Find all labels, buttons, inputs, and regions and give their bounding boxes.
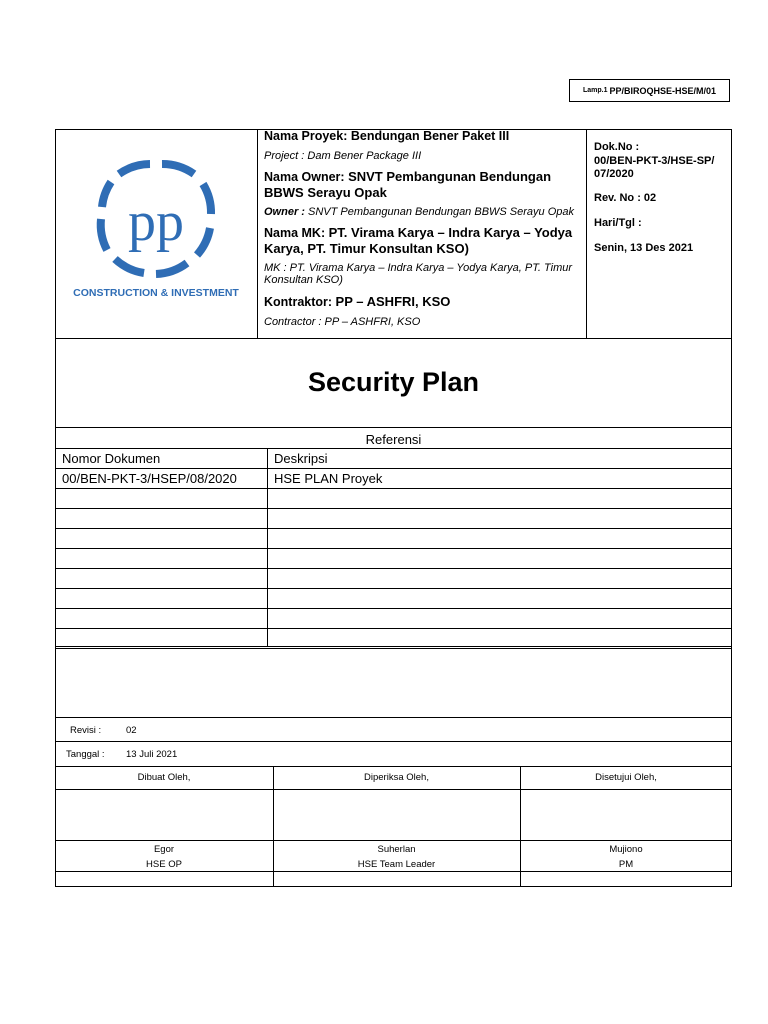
owner-en-value: SNVT Pembangunan Bendungan BBWS Serayu Opak: [308, 206, 575, 218]
rule: [55, 588, 732, 589]
rule: [55, 741, 732, 742]
lampiran-code: [569, 79, 730, 102]
owner-en-row: [264, 206, 582, 218]
sig-name-suherlan: Suherlan: [377, 844, 416, 855]
svg-text:pp: pp: [128, 191, 184, 253]
rule: [55, 568, 732, 569]
hari-label: Hari/Tgl :: [594, 217, 642, 229]
mk-en: MK : PT. Virama Karya – Indra Karya – Yodya Karya, PT. Timur Konsultan KSO): [264, 262, 573, 286]
project-value: Bendungan Bener Paket III: [350, 129, 510, 143]
rule: [55, 548, 732, 549]
logo-tagline: CONSTRUCTION & INVESTMENT: [73, 287, 239, 299]
rule: [55, 488, 732, 489]
lampiran-prefix: Lamp.1: [582, 87, 608, 94]
rule: [55, 448, 732, 449]
tanggal-label: Tanggal :: [66, 749, 105, 760]
mk-value: PT. Virama Karya – Indra Karya – Yodya Karya, PT. Timur Konsultan KSO): [264, 225, 573, 256]
revisi-value: 02: [126, 725, 137, 736]
project-name-row: [264, 129, 582, 144]
header-divider-2: [586, 129, 587, 338]
rev-no: Rev. No : 02: [594, 192, 657, 204]
contractor-row: [264, 294, 582, 310]
hari-value: Senin, 13 Des 2021: [594, 242, 694, 254]
sig-position-hse-tl: HSE Team Leader: [357, 859, 436, 870]
sig-header-diperiksa: Diperiksa Oleh,: [364, 772, 429, 783]
pp-logo-icon: [56, 131, 256, 281]
owner-value: SNVT Pembangunan Bendungan BBWS Serayu Opak: [264, 169, 552, 200]
tanggal-value: 13 Juli 2021: [126, 749, 178, 760]
contractor-value: PP – ASHFRI, KSO: [335, 294, 451, 309]
ref-col-divider: [267, 448, 268, 647]
company-logo: [56, 131, 256, 337]
contractor-en: Contractor : PP – ASHFRI, KSO: [264, 316, 421, 328]
mk-label: Nama MK:: [264, 226, 326, 240]
col-deskripsi: Deskripsi: [274, 451, 328, 466]
rule: [55, 608, 732, 609]
rule: [55, 789, 732, 790]
rule: [55, 508, 732, 509]
project-info: [264, 129, 582, 328]
rule: [55, 646, 732, 647]
header-divider-1: [257, 129, 258, 338]
mk-row: [264, 225, 582, 257]
rule: [55, 468, 732, 469]
rule: [55, 427, 732, 428]
rule: [55, 338, 732, 339]
rule: [55, 528, 732, 529]
ref-row-nomor: 00/BEN-PKT-3/HSEP/08/2020: [62, 471, 237, 486]
sig-position-pm: PM: [618, 859, 634, 870]
rule: [55, 840, 732, 841]
revisi-label: Revisi :: [70, 725, 102, 736]
rule: [55, 871, 732, 872]
ref-row-deskripsi: HSE PLAN Proyek: [274, 471, 383, 486]
sig-position-hse-op: HSE OP: [146, 859, 182, 870]
rule: [55, 648, 732, 649]
document-title: Security Plan: [307, 367, 480, 397]
contractor-label: Kontraktor:: [264, 295, 333, 309]
rule: [55, 766, 732, 767]
owner-label: Nama Owner:: [264, 170, 345, 184]
sig-header-dibuat: Dibuat Oleh,: [137, 772, 191, 783]
lampiran-code-text: PP/BIROQHSE-HSE/M/01: [609, 85, 717, 96]
project-label: Nama Proyek:: [264, 129, 348, 143]
col-nomor-dokumen: Nomor Dokumen: [62, 451, 161, 466]
sig-name-egor: Egor: [153, 844, 175, 855]
project-en: Project : Dam Bener Package III: [264, 150, 422, 162]
owner-row: [264, 169, 582, 201]
dok-no-value: 00/BEN-PKT-3/HSE-SP/ 07/2020: [594, 155, 715, 180]
rule: [55, 628, 732, 629]
owner-en-label: Owner :: [264, 206, 305, 218]
dok-no-label: Dok.No :: [594, 141, 640, 153]
referensi-title: Referensi: [365, 432, 422, 447]
sig-header-disetujui: Disetujui Oleh,: [595, 772, 657, 783]
rule: [55, 717, 732, 718]
sig-name-mujiono: Mujiono: [609, 844, 643, 855]
